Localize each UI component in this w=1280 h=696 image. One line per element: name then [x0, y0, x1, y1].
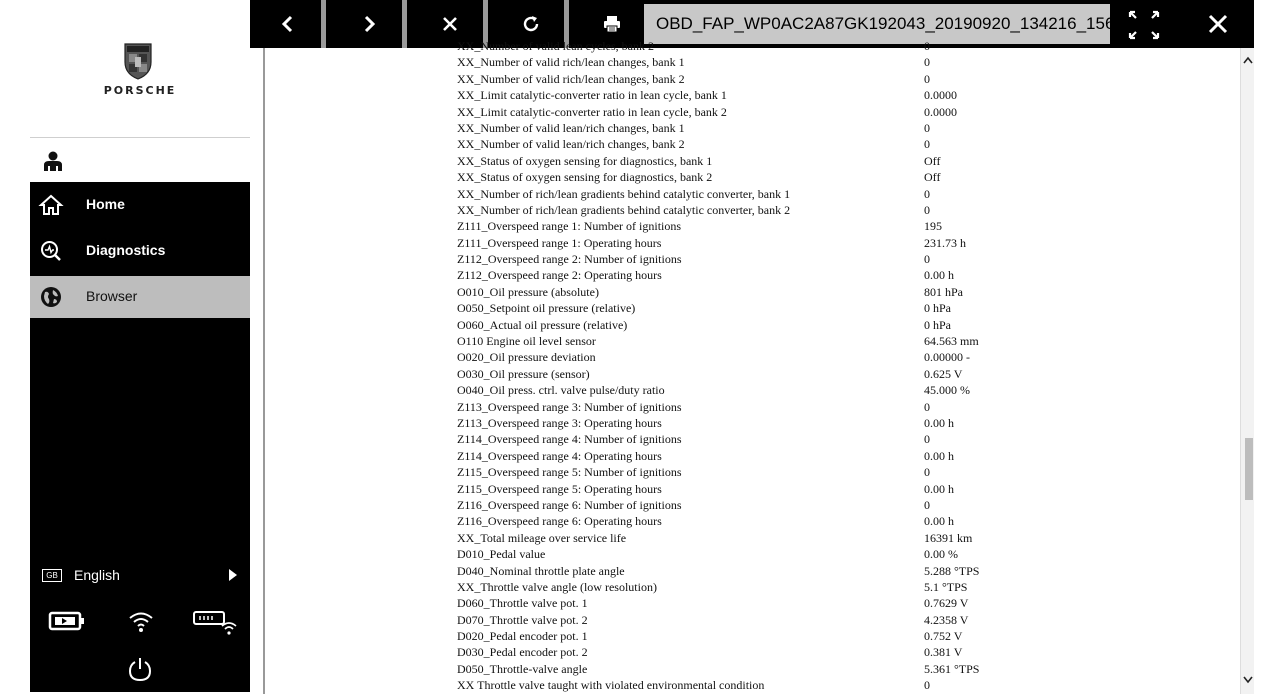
row-label: Z114_Overspeed range 4: Number of ignitions	[457, 432, 682, 447]
user-profile-button[interactable]	[30, 138, 250, 182]
close-window-icon[interactable]	[1206, 12, 1230, 36]
row-label: XX_Number of valid lean/rich changes, bank 1	[457, 120, 685, 135]
row-label: O060_Actual oil pressure (relative)	[457, 317, 628, 332]
row-label: XX_Status of oxygen sensing for diagnostics, bank 2	[457, 170, 713, 185]
row-label: D050_Throttle-valve angle	[457, 661, 588, 676]
printer-icon	[602, 14, 622, 34]
row-label: O030_Oil pressure (sensor)	[457, 366, 590, 381]
row-label: Z115_Overspeed range 5: Operating hours	[457, 481, 662, 496]
sidebar-item-browser[interactable]	[30, 276, 250, 318]
row-label: D040_Nominal throttle plate angle	[457, 563, 625, 578]
reload-icon	[521, 14, 541, 34]
row-label: XX_Number of valid rich/lean changes, bank 2	[457, 71, 685, 86]
row-value: 64.563 mm	[924, 334, 979, 349]
row-value: 195	[924, 219, 942, 234]
row-label: Z114_Overspeed range 4: Operating hours	[457, 448, 662, 463]
close-icon	[440, 14, 460, 34]
row-value: 231.73 h	[924, 235, 966, 250]
row-value: 0	[924, 55, 930, 70]
row-value: 5.361 °TPS	[924, 661, 980, 676]
row-label: XX_Limit catalytic-converter ratio in lean cycle, bank 1	[457, 88, 727, 103]
row-label: XX_Number of valid lean cycles, bank 2	[457, 39, 654, 53]
row-value: 16391 km	[924, 530, 973, 545]
row-label: XX_Throttle valve angle (low resolution)	[457, 579, 657, 594]
row-value: 0	[924, 497, 930, 512]
row-value: 0.00 h	[924, 448, 954, 463]
home-icon	[40, 194, 62, 216]
row-label: O050_Setpoint oil pressure (relative)	[457, 301, 636, 316]
wifi-icon	[128, 610, 154, 634]
row-value: 0.752 V	[924, 629, 963, 644]
row-label: XX Throttle valve taught with violated environmental condition	[457, 678, 765, 693]
language-selector[interactable]	[30, 562, 250, 590]
row-value: 0	[924, 465, 930, 480]
row-label: Z112_Overspeed range 2: Operating hours	[457, 268, 662, 283]
chevron-right-icon	[359, 14, 379, 34]
chevron-right-icon	[228, 568, 238, 582]
scrollbar-thumb[interactable]	[1245, 438, 1253, 500]
row-value: 0	[924, 202, 930, 217]
language-badge: GB	[42, 569, 62, 582]
row-label: Z113_Overspeed range 3: Operating hours	[457, 415, 662, 430]
row-value: 0	[924, 120, 930, 135]
language-label: English	[74, 567, 120, 583]
sidebar-item-diagnostics[interactable]	[30, 230, 250, 272]
row-value: 801 hPa	[924, 284, 963, 299]
row-label: O040_Oil press. ctrl. valve pulse/duty ratio	[457, 383, 665, 398]
row-value: 0.7629 V	[924, 596, 969, 611]
forward-button[interactable]	[331, 0, 407, 48]
scroll-up-icon[interactable]	[1243, 56, 1253, 64]
diagnostics-icon	[40, 240, 62, 262]
fullscreen-icon[interactable]	[1122, 8, 1166, 42]
brand-wordmark: PORSCHE	[103, 84, 177, 97]
browser-content	[263, 39, 1238, 694]
row-value: 0.00 h	[924, 481, 954, 496]
row-label: D060_Throttle valve pot. 1	[457, 596, 588, 611]
row-label: XX_Number of rich/lean gradients behind catalytic converter, bank 1	[457, 186, 791, 201]
row-label: Z116_Overspeed range 6: Number of ignitions	[457, 497, 682, 512]
row-label: XX_Number of rich/lean gradients behind catalytic converter, bank 2	[457, 202, 791, 217]
row-label: XX_Total mileage over service life	[457, 530, 627, 545]
vci-connection-icon	[192, 608, 238, 636]
row-value: 0	[924, 678, 930, 693]
row-label: D030_Pedal encoder pot. 2	[457, 645, 588, 660]
row-value: 5.1 °TPS	[924, 579, 968, 594]
row-value: 0	[924, 137, 930, 152]
row-value: 0	[924, 432, 930, 447]
row-value: 0	[924, 399, 930, 414]
sidebar-item-label: Home	[86, 196, 125, 212]
sidebar	[30, 0, 250, 692]
row-label: XX_Limit catalytic-converter ratio in lean cycle, bank 2	[457, 104, 727, 119]
power-icon[interactable]	[128, 656, 152, 682]
row-value: 0.00 h	[924, 268, 954, 283]
row-label: XX_Number of valid rich/lean changes, bank 1	[457, 55, 685, 70]
battery-icon	[48, 610, 86, 632]
address-field[interactable]: OBD_FAP_WP0AC2A87GK192043_20190920_134216_15690	[644, 4, 1110, 44]
row-label: Z113_Overspeed range 3: Number of ignitions	[457, 399, 682, 414]
row-label: Z112_Overspeed range 2: Number of ignitions	[457, 252, 682, 267]
row-value: 45.000 %	[924, 383, 970, 398]
globe-icon	[40, 286, 62, 308]
row-value: 0.0000	[924, 88, 957, 103]
row-label: Z115_Overspeed range 5: Number of ignitions	[457, 465, 682, 480]
row-label: XX_Status of oxygen sensing for diagnostics, bank 1	[457, 153, 713, 168]
row-value: 0.00 h	[924, 514, 954, 529]
row-label: Z111_Overspeed range 1: Number of ignitions	[457, 219, 682, 234]
row-value: 0.381 V	[924, 645, 963, 660]
sidebar-item-label: Diagnostics	[86, 242, 166, 258]
vertical-scrollbar[interactable]	[1240, 48, 1254, 694]
row-value: 0 hPa	[924, 317, 951, 332]
row-value: 0	[924, 186, 930, 201]
row-label: XX_Number of valid lean/rich changes, bank 2	[457, 137, 685, 152]
row-value: 5.288 °TPS	[924, 563, 980, 578]
chevron-left-icon	[278, 14, 298, 34]
row-value: 0.00 h	[924, 415, 954, 430]
row-value: 0.0000	[924, 104, 957, 119]
row-label: O110 Engine oil level sensor	[457, 334, 596, 349]
row-value: 0 hPa	[924, 301, 951, 316]
row-value: 0.00 %	[924, 547, 958, 562]
row-value: 0	[924, 39, 930, 53]
row-value: 0	[924, 71, 930, 86]
sidebar-item-label: Browser	[86, 288, 138, 304]
porsche-crest-icon	[123, 40, 153, 80]
row-value: Off	[924, 170, 941, 185]
user-icon	[42, 150, 64, 172]
row-label: O010_Oil pressure (absolute)	[457, 284, 599, 299]
row-label: D010_Pedal value	[457, 547, 546, 562]
row-label: O020_Oil pressure deviation	[457, 350, 596, 365]
row-label: Z116_Overspeed range 6: Operating hours	[457, 514, 662, 529]
row-value: 4.2358 V	[924, 612, 969, 627]
sidebar-item-home[interactable]	[30, 184, 250, 226]
row-value: Off	[924, 153, 941, 168]
row-label: D070_Throttle valve pot. 2	[457, 612, 588, 627]
logo-area	[30, 0, 250, 138]
row-value: 0.625 V	[924, 366, 963, 381]
browser-toolbar	[250, 0, 1254, 48]
row-value: 0.00000 -	[924, 350, 970, 365]
back-button[interactable]	[250, 0, 326, 48]
row-label: Z111_Overspeed range 1: Operating hours	[457, 235, 662, 250]
row-label: D020_Pedal encoder pot. 1	[457, 629, 588, 644]
row-value: 0	[924, 252, 930, 267]
scroll-down-icon[interactable]	[1243, 676, 1253, 684]
